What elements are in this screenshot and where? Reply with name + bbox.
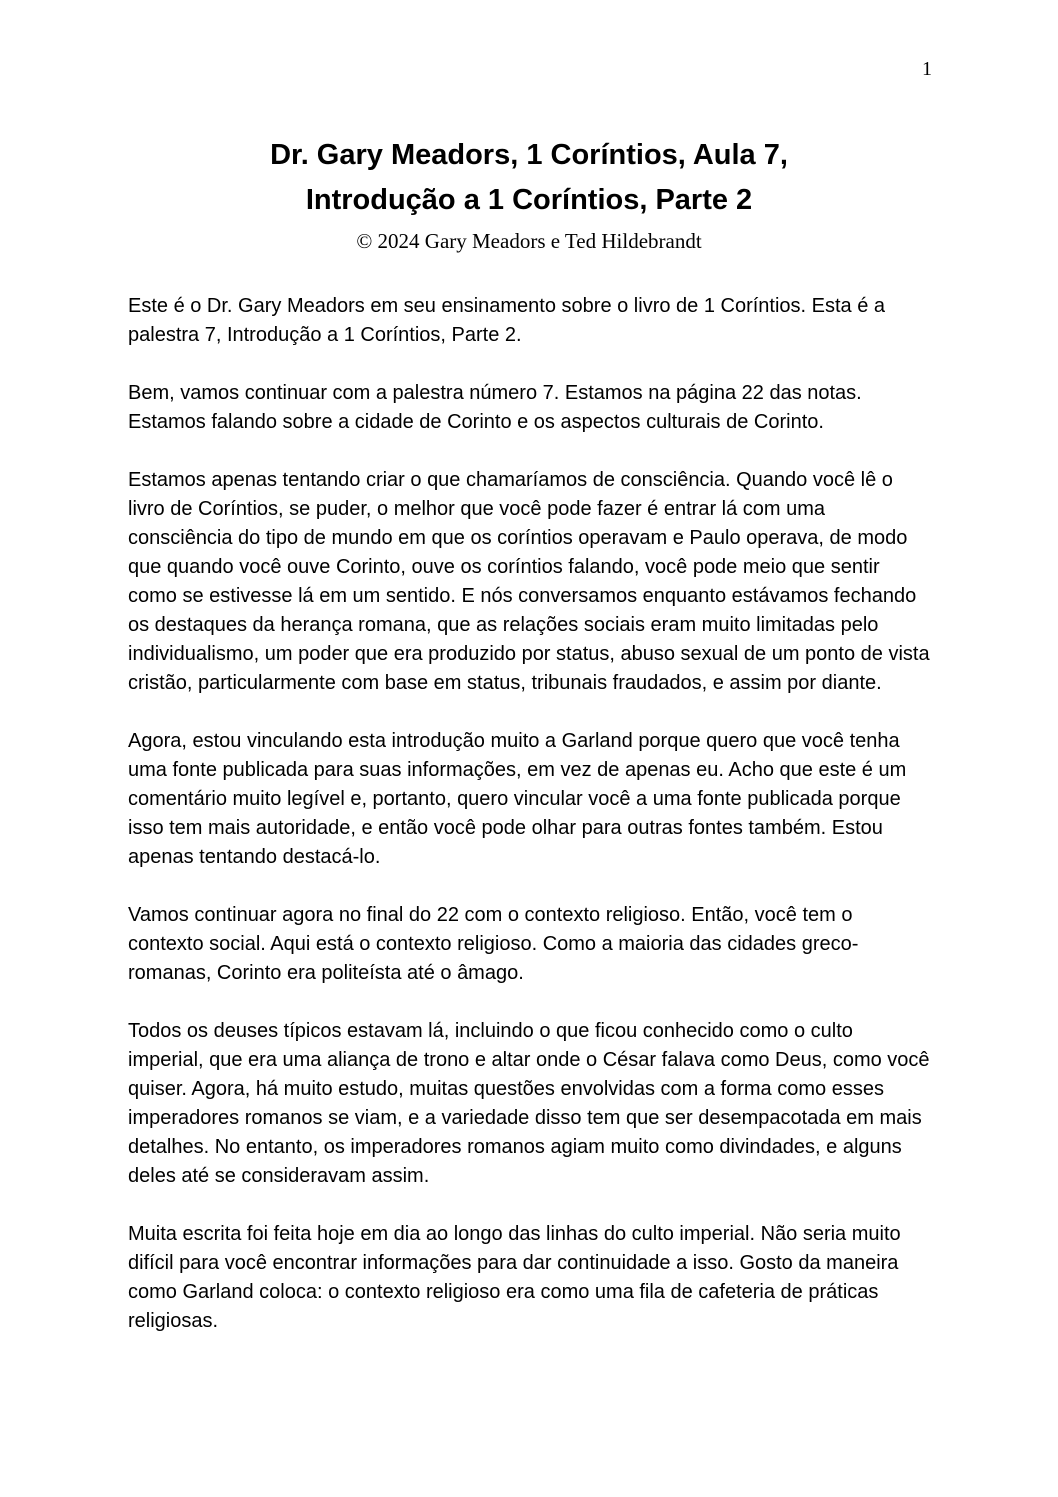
- paragraph-3: Estamos apenas tentando criar o que chamaríamos de consciência. Quando você lê o livro de Coríntios, se puder, o melhor que você pode fazer é entrar lá com uma consciência do tipo de mundo em que os coríntios operavam e Paulo operava, de modo que quando você ouve Corinto, ouve os coríntios falando, você pode meio que sentir como se estivesse lá em um sentido. E nós conversamos enquanto estávamos fechando os destaques da herança romana, que as relações sociais eram muito limitadas pelo individualismo, um poder que era produzido por status, abuso sexual de um ponto de vista cristão, particularmente com base em status, tribunais fraudados, e assim por diante.: [128, 468, 930, 694]
- title-line-2: Introdução a 1 Coríntios, Parte 2: [305, 183, 753, 216]
- page-number: 1: [922, 58, 932, 80]
- document-title: [0, 0, 1058, 223]
- document-body: [128, 292, 930, 1336]
- paragraph-7: Muita escrita foi feita hoje em dia ao longo das linhas do culto imperial. Não seria muito difícil para você encontrar informações para dar continuidade a isso. Gosto da maneira como Garland coloca: o contexto religioso era como uma fila de cafeteria de práticas religiosas.: [128, 1222, 901, 1332]
- paragraph-6: Todos os deuses típicos estavam lá, incluindo o que ficou conhecido como o culto imperial, que era uma aliança de trono e altar onde o César falava como Deus, como você quiser. Agora, há muito estudo, muitas questões envolvidas com a forma como esses imperadores romanos se viam, e a variedade disso tem que ser desempacotada em mais detalhes. No entanto, os imperadores romanos agiam muito como divindades, e alguns deles até se consideravam assim.: [128, 1019, 930, 1187]
- paragraph-1: Este é o Dr. Gary Meadors em seu ensinamento sobre o livro de 1 Coríntios. Esta é a palestra 7, Introdução a 1 Coríntios, Parte 2.: [128, 294, 886, 346]
- paragraph-5: Vamos continuar agora no final do 22 com o contexto religioso. Então, você tem o contexto social. Aqui está o contexto religioso. Como a maioria das cidades greco-romanas, Corinto era politeísta até o âmago.: [128, 903, 859, 984]
- copyright-line: © 2024 Gary Meadors e Ted Hildebrandt: [356, 228, 702, 253]
- title-line-1: Dr. Gary Meadors, 1 Coríntios, Aula 7,: [270, 139, 788, 171]
- paragraph-4: Agora, estou vinculando esta introdução muito a Garland porque quero que você tenha uma fonte publicada para suas informações, em vez de apenas eu. Acho que este é um comentário muito legível e, portanto, quero vincular você a uma fonte publicada porque isso tem mais autoridade, e então você pode olhar para outras fontes também. Estou apenas tentando destacá-lo.: [128, 729, 907, 868]
- paragraph-2: Bem, vamos continuar com a palestra número 7. Estamos na página 22 das notas. Estamos falando sobre a cidade de Corinto e os aspectos culturais de Corinto.: [128, 381, 862, 433]
